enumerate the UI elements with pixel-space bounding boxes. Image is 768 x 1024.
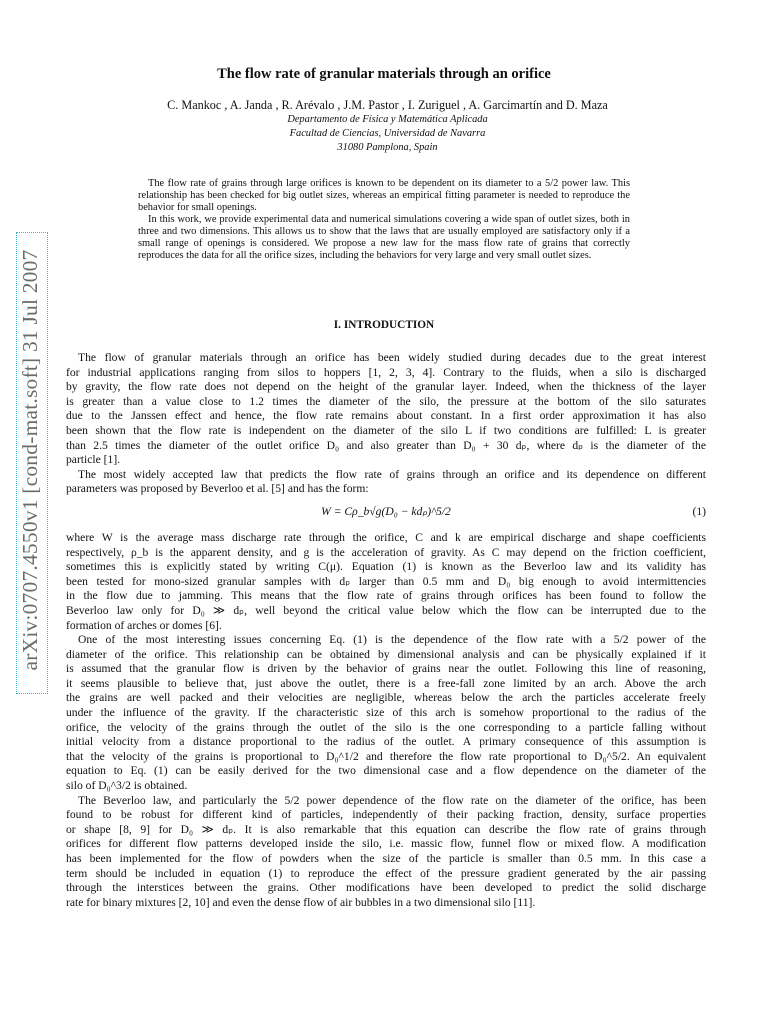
body-line: respectively, ρ_b is the apparent density, and g is the acceleration of gravity. As C may depend on the friction coefficient, [66,545,706,559]
body-line: through the interstices between the grains. Other modifications have been developed to predict the solid discharge [66,881,706,895]
body-line: or shape [8, 9] for D₀ ≫ dₚ. It is also remarkable that this equation can describe the flow rate of grains through [66,822,706,836]
body-line: formation of arches or domes [6]. [66,618,222,632]
body-line: by gravity, the flow rate does not depend on the height of the granular layer. Indeed, when the thickness of the layer [66,380,706,394]
body-line: The flow of granular materials through an orifice has been widely studied during decades due to the great interest [78,351,706,364]
section-heading-introduction: I. INTRODUCTION [333,319,435,331]
body-line: sometimes this is explicitly stated by writing C(μ). Equation (1) is known as the Beverloo law and its validity has [66,560,706,574]
body-line: found to be robust for different kind of particles, independently of their packing fraction, density, surface properties [66,808,706,822]
body-line: The most widely accepted law that predicts the flow rate of grains through an orifice and its dependence on different [78,467,706,481]
body-line: been shown that the flow rate is independent on the diameter of the silo L if two conditions are fulfilled: L is greater [66,423,706,437]
body-line: been tested for mono-sized granular samples with dₚ larger than 0.5 mm and D₀ big enough to avoid intermittencies [66,574,706,588]
body-line: equation to Eq. (1) can be easily derived for the two dimensional case and a flow dependence on the diameter of the [66,764,706,778]
body-line: One of the most interesting issues concerning Eq. (1) is the dependence of the flow rate with a 5/2 power of the [78,633,706,647]
body-line: it seems plausible to believe that, just above the outlet, there is a free-fall zone limited by an arch. Above the arch [66,676,706,690]
affiliation-department: Departamento de Física y Matemática Aplicada [287,114,488,125]
author-list: C. Mankoc , A. Janda , R. Arévalo , J.M. Pastor , I. Zuriguel , A. Garcimartín and D. Maza [167,98,608,112]
body-line: that the velocity of the grains is proportional to D₀^1/2 and therefore the flow rate proportional to D₀^5/2. An equivalent [66,749,706,763]
introduction-body [66,351,706,910]
body-line: than 2.5 times the diameter of the outlet orifice D₀ and also greater than D₀ + 30 dₚ, where dₚ is the diameter of the [66,438,706,452]
body-line: initial velocity from a distance proportional to the radius of the outlet. A primary consequence of this assumption is [66,735,706,749]
body-line: orifices for different flow patterns developed inside the silo, i.e. massic flow, funnel flow or mixed flow. A modification [66,837,706,851]
abstract-paragraph-2: In this work, we provide experimental data and numerical simulations covering a wide span of outlet sizes, both in three and two dimensions. This allows us to show that the laws that are usually employed are satisfactory only if a small range of openings is considered. We propose a new law for the mass flow rate of grains that correctly reproduces the data for all the orifice sizes, including the behaviors for very large and very small outlet sizes. [138,214,630,262]
abstract [138,178,630,262]
body-line: the grains are well packed and their velocities are negligible, whereas below the arch the particles accelerate freely [66,691,706,705]
body-line: particle [1]. [66,453,121,467]
body-line: orifice, the velocity of the grains through the outlet of the silo is the one corresponding to a particle falling without [66,720,706,734]
body-line: silo of D₀^3/2 is obtained. [66,779,188,793]
body-line: diameter of the orifice. This relationship can be obtained by dimensional analysis and can be physically explained if it [66,647,706,661]
body-line: has been implemented for the flow of powders when the size of the particle is smaller than 0.5 mm. In this case a [66,852,706,865]
body-line: where W is the average mass discharge rate through the orifice, C and k are empirical discharge and shape coefficients [66,530,706,544]
body-line: The Beverloo law, and particularly the 5/2 power dependence of the flow rate on the diameter of the orifice, has been [78,793,706,807]
body-line: for industrial applications ranging from silos to hoppers [1, 2, 3, 4]. Contrary to the fluids, when a silo is discharged [66,365,706,379]
arxiv-identifier[interactable]: arXiv:0707.4550v1 [cond-mat.soft] 31 Jul 2007 [18,249,42,671]
body-line: under the influence of the gravity. If the characteristic size of this arch is somehow proportional to the radius of the [66,706,706,720]
body-line: rate for binary mixtures [2, 10] and even the dense flow of air bubbles in a two dimensional silo [11]. [66,895,536,909]
body-line: due to the Janssen effect and hence, the flow rate remains about constant. In a first order approximation it has also [66,409,706,423]
abstract-paragraph-1: The flow rate of grains through large orifices is known to be dependent on its diameter to a 5/2 power law. This relationship has been checked for big outlet sizes, whereas an empirical fitting parameter is needed to reproduce the behavior for small openings. [138,178,630,214]
equation-block [66,497,706,531]
equation-number: (1) [692,504,706,518]
body-line: in the flow due to jamming. This means that the flow rate of grains through orifices has been found to follow the [66,589,706,603]
affiliation-faculty: Facultad de Ciencias, Universidad de Navarra [289,128,486,139]
body-line: is greater than a value close to 1.2 times the diameter of the silo, the pressure at the bottom of the silo saturates [66,394,706,408]
affiliation-address: 31080 Pamplona, Spain [337,142,438,153]
body-line: term should be included in equation (1) to reproduce the effect of the pressure gradient generated by the air passing [66,866,706,880]
body-line: is assumed that the granular flow is driven by the behavior of grains near the outlet. Following this line of reasoning, [66,662,706,676]
beverloo-equation: W = Cρ_b√g(D₀ − kdₚ)^5/2 [321,504,451,518]
paper-title: The flow rate of granular materials through an orifice [217,66,551,82]
body-line: Beverloo law only for D₀ ≫ dₚ, well beyond the critical value below which the flow can be interrupted due to the [66,603,706,617]
body-line: parameters was proposed by Beverloo et al. [5] and has the form: [66,482,369,496]
